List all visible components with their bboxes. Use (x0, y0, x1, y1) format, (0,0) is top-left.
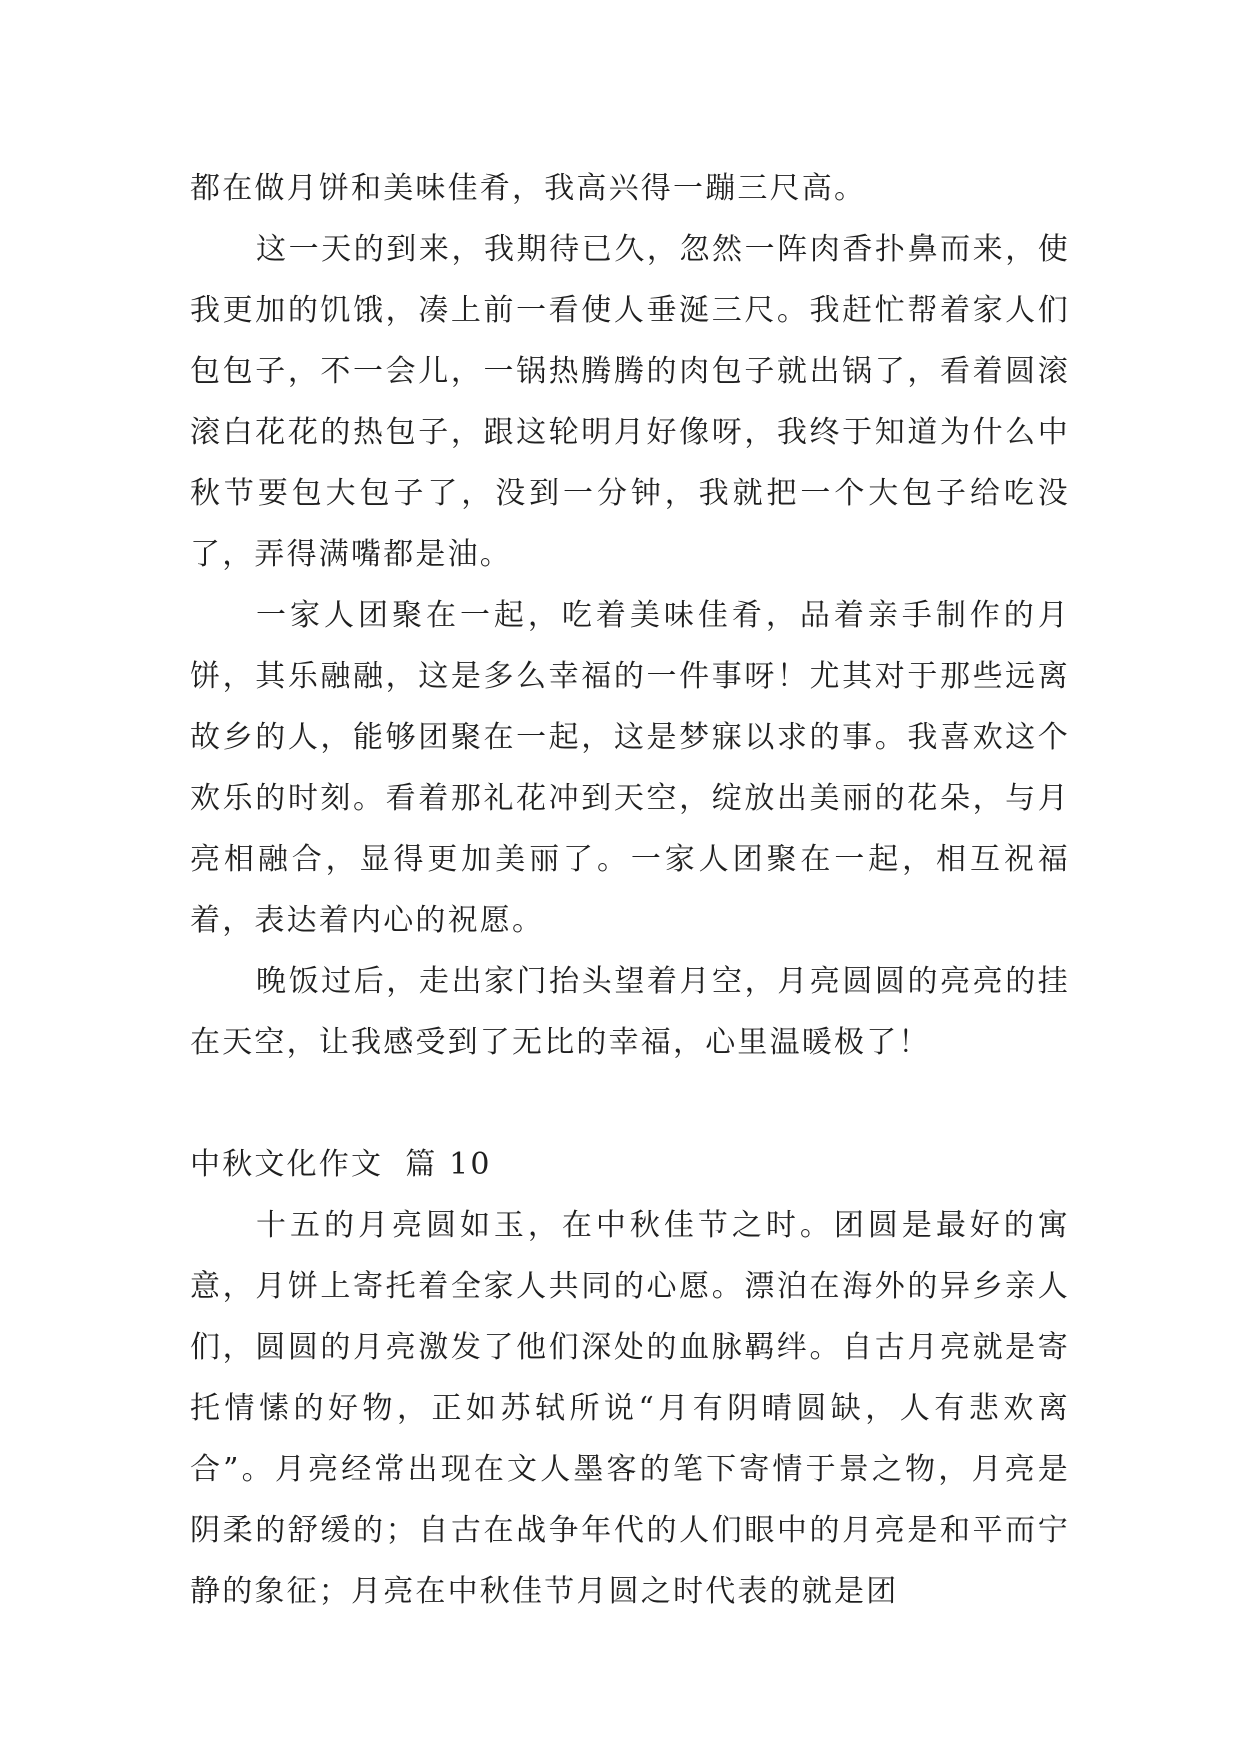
section-number: 篇 10 (405, 1147, 492, 1182)
paragraph-after-dinner: 晚饭过后，走出家门抬头望着月空，月亮圆圆的亮亮的挂在天空，让我感受到了无比的幸福，心里温暖极了！ (190, 964, 1070, 1060)
paragraph-moon-meaning: 十五的月亮圆如玉，在中秋佳节之时。团圆是最好的寓意，月饼上寄托着全家人共同的心愿。漂泊在海外的异乡亲人们，圆圆的月亮激发了他们深处的血脉羁绊。自古月亮就是寄托情愫的好物，正如苏轼所说“月有阴晴圆缺，人有悲欢离合”。月亮经常出现在文人墨客的笔下寄情于景之物，月亮是阴柔的舒缓的；自古在战争年代的人们眼中的月亮是和平而宁静的象征；月亮在中秋佳节月圆之时代表的就是团 (190, 1208, 1070, 1609)
paragraph-bun-making: 这一天的到来，我期待已久，忽然一阵肉香扑鼻而来，使我更加的饥饿，凑上前一看使人垂涎三尺。我赶忙帮着家人们包包子，不一会儿，一锅热腾腾的肉包子就出锅了，看着圆滚滚白花花的热包子，跟这轮明月好像呀，我终于知道为什么中秋节要包大包子了，没到一分钟，我就把一个大包子给吃没了，弄得满嘴都是油。 (190, 232, 1070, 572)
section-title: 中秋文化作文 (190, 1147, 384, 1182)
paragraph-family-reunion: 一家人团聚在一起，吃着美味佳肴，品着亲手制作的月饼，其乐融融，这是多么幸福的一件事呀！尤其对于那些远离故乡的人，能够团聚在一起，这是梦寐以求的事。我喜欢这个欢乐的时刻。看着那礼花冲到天空，绽放出美丽的花朵，与月亮相融合，显得更加美丽了。一家人团聚在一起，相互祝福着，表达着内心的祝愿。 (190, 598, 1070, 938)
section-heading (190, 1134, 1070, 1195)
document-body (190, 158, 1070, 1622)
continuation-paragraph: 都在做月饼和美味佳肴，我高兴得一蹦三尺高。 (190, 171, 867, 206)
